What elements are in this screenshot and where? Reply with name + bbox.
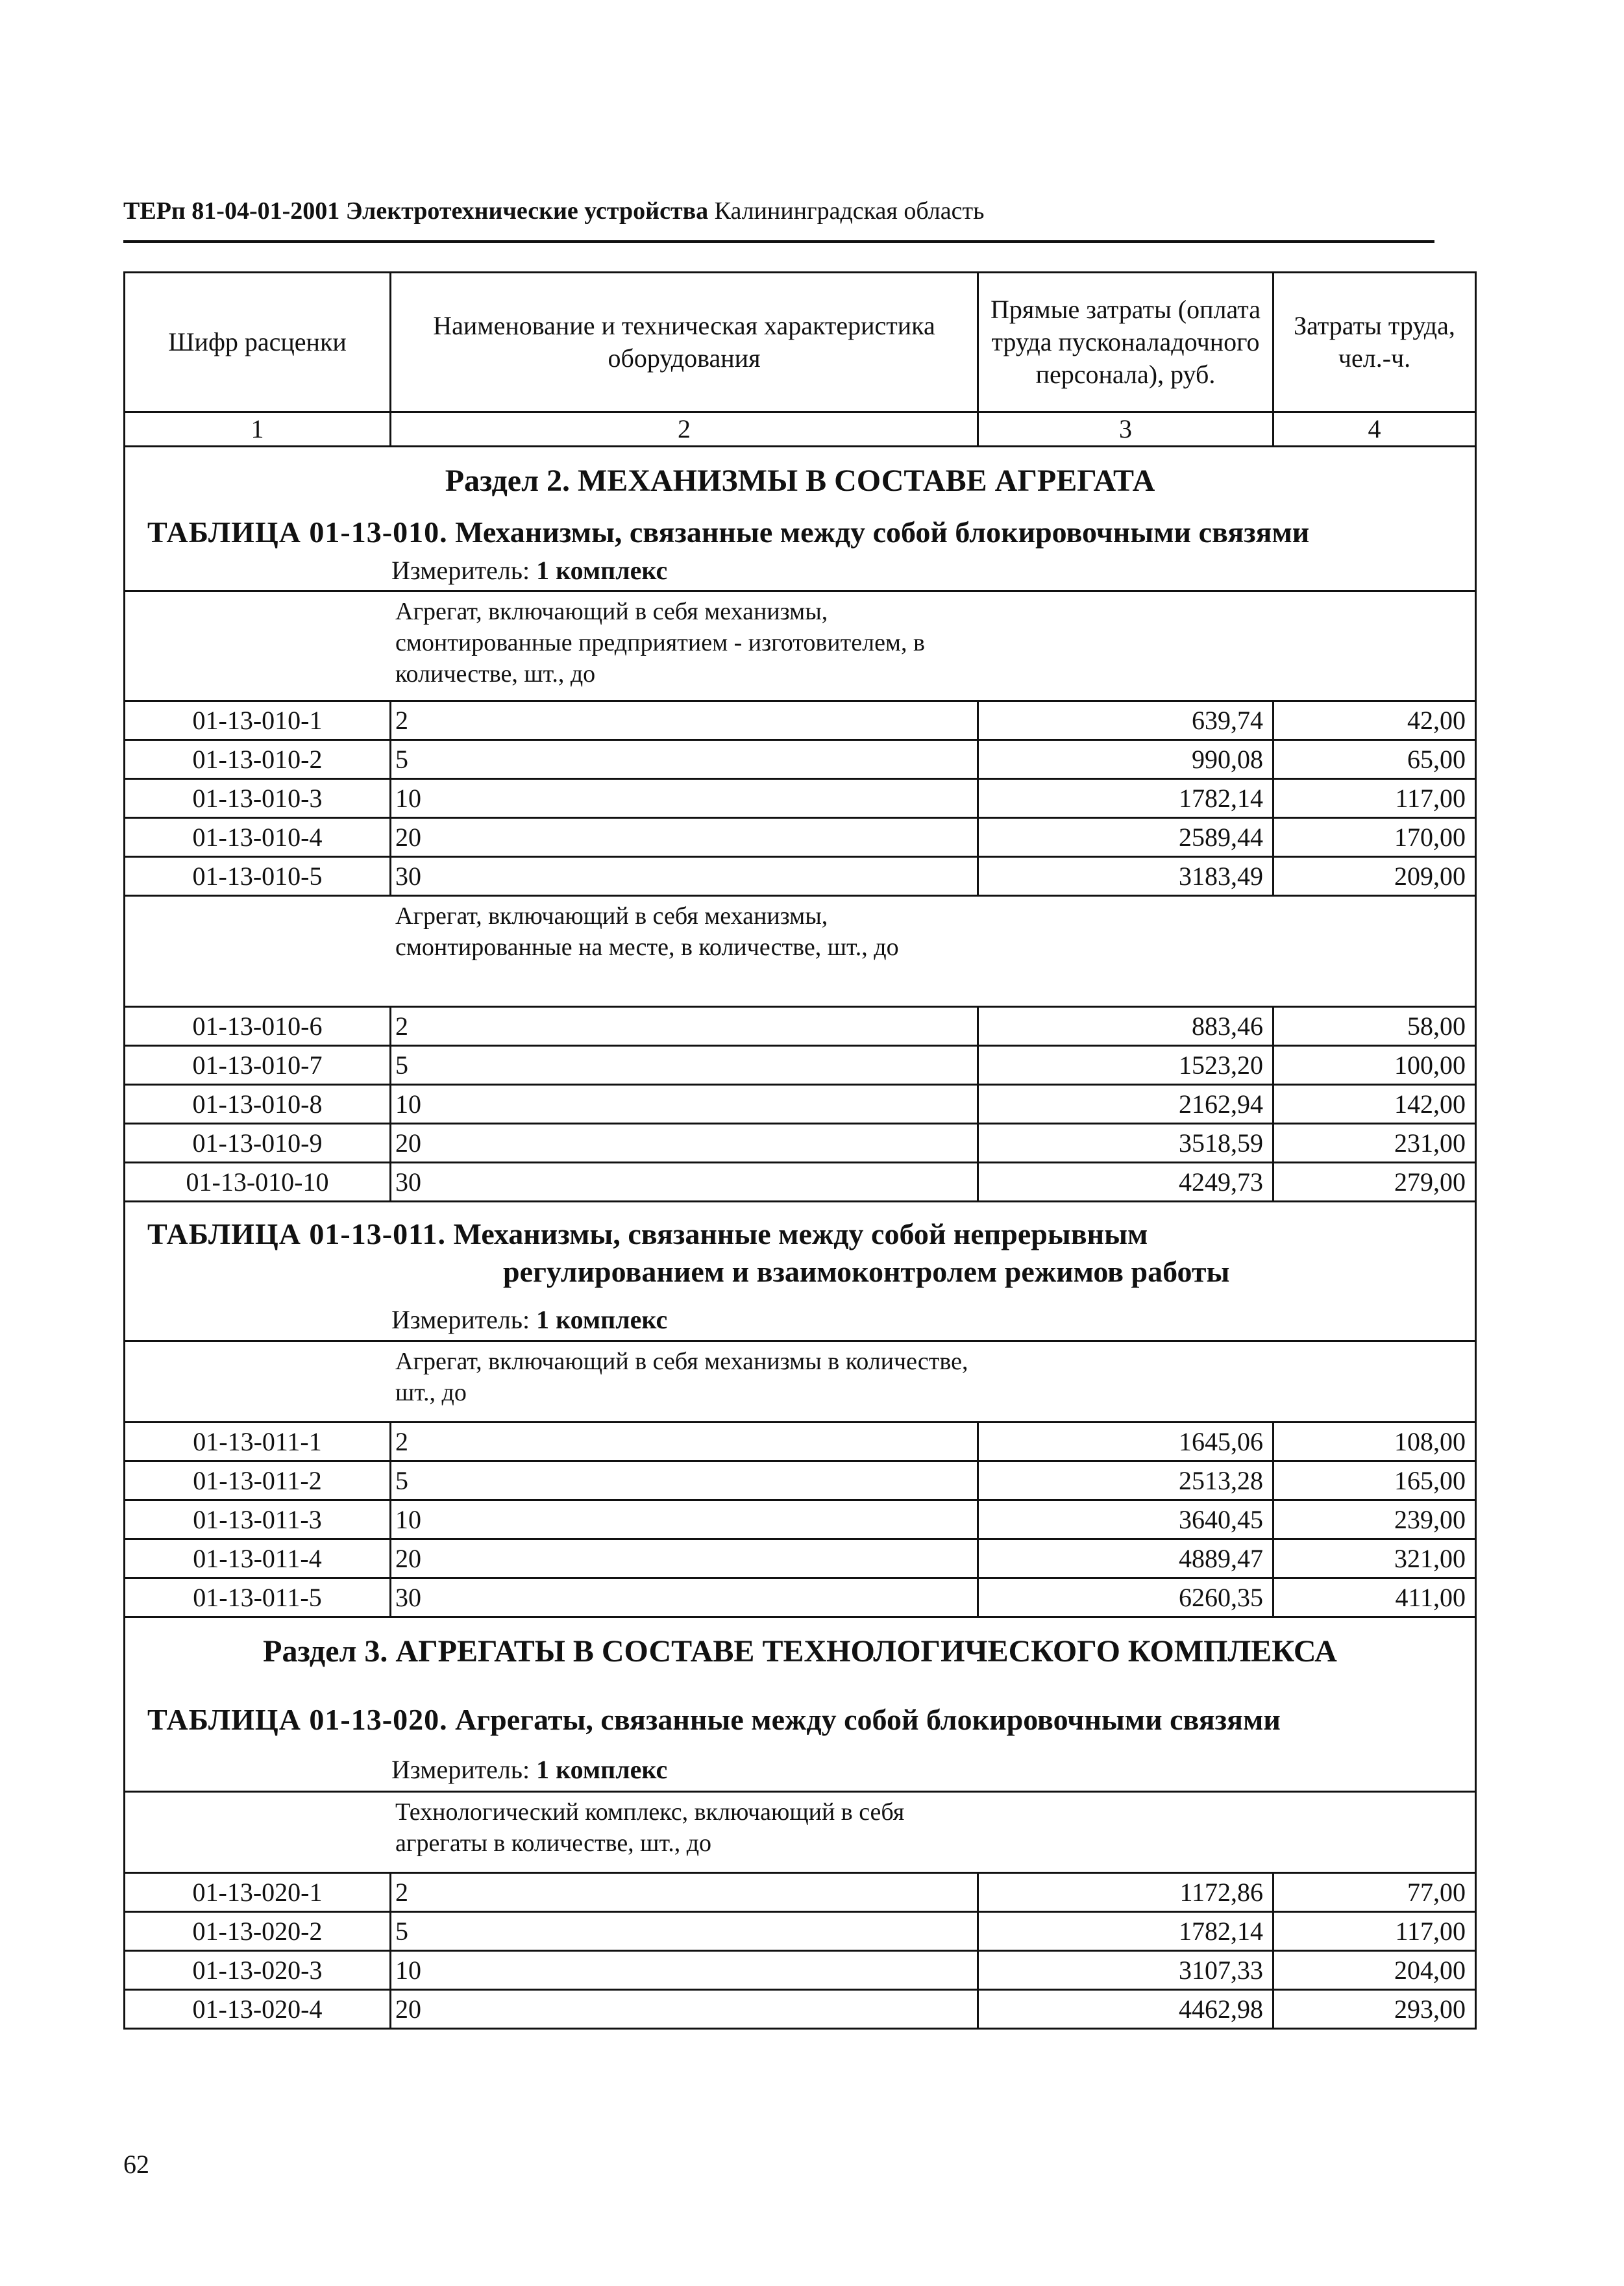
rate-quantity: 10: [391, 1085, 978, 1124]
measure-label: Измеритель:: [391, 556, 530, 585]
rate-cost: 4889,47: [978, 1539, 1273, 1578]
table-row: [125, 701, 1476, 740]
measure-row: [125, 551, 1476, 591]
table-row: [125, 740, 1476, 779]
table-row: [125, 1461, 1476, 1500]
table-title-cell: [125, 1202, 1476, 1291]
rate-quantity: 10: [391, 1500, 978, 1539]
rate-cost: 1523,20: [978, 1046, 1273, 1085]
rate-cost: 6260,35: [978, 1578, 1273, 1617]
rate-cost: 883,46: [978, 1007, 1273, 1046]
table-name: Механизмы, связанные между собой блокировочными связями: [455, 516, 1310, 549]
table-title: [125, 1215, 1475, 1291]
rate-code: 01-13-020-3: [125, 1951, 391, 1990]
section-title-row: [125, 1617, 1476, 1739]
rate-code: 01-13-011-5: [125, 1578, 391, 1617]
rate-labor: 42,00: [1273, 701, 1476, 740]
rate-labor: 231,00: [1273, 1124, 1476, 1163]
table-title: [125, 1701, 1475, 1739]
table-row: [125, 1500, 1476, 1539]
measure-label: Измеритель:: [391, 1305, 530, 1334]
column-number-row: [125, 412, 1476, 447]
table-row: [125, 1578, 1476, 1617]
rate-code: 01-13-010-6: [125, 1007, 391, 1046]
rate-cost: 2513,28: [978, 1461, 1273, 1500]
rate-code: 01-13-020-2: [125, 1912, 391, 1951]
rate-quantity: 30: [391, 1578, 978, 1617]
section-title: Раздел 2. МЕХАНИЗМЫ В СОСТАВЕ АГРЕГАТА: [445, 464, 1155, 498]
column-number: 4: [1273, 412, 1476, 447]
measure-value: 1 комплекс: [536, 556, 668, 585]
rate-code: 01-13-011-1: [125, 1423, 391, 1461]
rate-code: 01-13-010-2: [125, 740, 391, 779]
rate-cost: 1172,86: [978, 1873, 1273, 1912]
document-subject: Электротехнические устройства: [345, 197, 709, 225]
rate-code: 01-13-011-3: [125, 1500, 391, 1539]
rate-labor: 279,00: [1273, 1163, 1476, 1202]
rate-quantity: 20: [391, 1539, 978, 1578]
rate-quantity: 30: [391, 1163, 978, 1202]
rate-labor: 65,00: [1273, 740, 1476, 779]
measure-value: 1 комплекс: [536, 1755, 668, 1784]
group-description: Агрегат, включающий в себя механизмы, смонтированные на месте, в количестве, шт., до: [395, 902, 899, 961]
table-label: ТАБЛИЦА 01-13-010.: [147, 516, 448, 549]
section-title-row: [125, 447, 1476, 552]
column-number: 1: [125, 412, 391, 447]
measure-value: 1 комплекс: [536, 1305, 668, 1334]
table-row: [125, 1163, 1476, 1202]
rate-cost: 990,08: [978, 740, 1273, 779]
table-name: Механизмы, связанные между собой непрерывным: [453, 1217, 1148, 1250]
rate-labor: 58,00: [1273, 1007, 1476, 1046]
table-row: [125, 857, 1476, 896]
table-row: [125, 1990, 1476, 2029]
rate-labor: 165,00: [1273, 1461, 1476, 1500]
rate-cost: 3183,49: [978, 857, 1273, 896]
rate-quantity: 10: [391, 779, 978, 818]
measure-cell: [125, 1291, 1476, 1341]
rate-quantity: 2: [391, 701, 978, 740]
rate-code: 01-13-010-8: [125, 1085, 391, 1124]
group-description-cell: [125, 1341, 1476, 1423]
measure-cell: [125, 1739, 1476, 1792]
table-title: [125, 514, 1475, 551]
rate-code: 01-13-011-4: [125, 1539, 391, 1578]
column-header-labor: Затраты труда, чел.-ч.: [1273, 273, 1476, 412]
rate-code: 01-13-010-4: [125, 818, 391, 857]
rate-labor: 77,00: [1273, 1873, 1476, 1912]
rate-labor: 117,00: [1273, 779, 1476, 818]
group-description-row: [125, 1341, 1476, 1423]
table-row: [125, 779, 1476, 818]
group-description-cell: [125, 1792, 1476, 1873]
measure-row: [125, 1739, 1476, 1792]
rate-quantity: 30: [391, 857, 978, 896]
rate-code: 01-13-010-3: [125, 779, 391, 818]
rate-quantity: 5: [391, 740, 978, 779]
rate-code: 01-13-020-1: [125, 1873, 391, 1912]
rate-labor: 209,00: [1273, 857, 1476, 896]
rate-labor: 142,00: [1273, 1085, 1476, 1124]
rate-labor: 170,00: [1273, 818, 1476, 857]
measure-cell: [125, 551, 1476, 591]
table-row: [125, 1007, 1476, 1046]
table-row: [125, 1951, 1476, 1990]
table-row: [125, 1912, 1476, 1951]
price-table: [123, 271, 1477, 2030]
table-row: [125, 1539, 1476, 1578]
rate-cost: 1645,06: [978, 1423, 1273, 1461]
rate-quantity: 2: [391, 1007, 978, 1046]
header-rule: [123, 240, 1434, 243]
rate-code: 01-13-010-1: [125, 701, 391, 740]
group-description-cell: [125, 591, 1476, 701]
group-description-row: [125, 591, 1476, 701]
page-number: 62: [123, 2150, 149, 2179]
rate-quantity: 10: [391, 1951, 978, 1990]
table-row: [125, 1085, 1476, 1124]
rate-quantity: 20: [391, 818, 978, 857]
column-number: 3: [978, 412, 1273, 447]
document-code: ТЕРп 81-04-01-2001: [123, 197, 340, 225]
group-description: Агрегат, включающий в себя механизмы в количестве, шт., до: [395, 1348, 968, 1406]
measure-row: [125, 1291, 1476, 1341]
rate-cost: 3107,33: [978, 1951, 1273, 1990]
rate-code: 01-13-010-7: [125, 1046, 391, 1085]
table-row: [125, 1124, 1476, 1163]
group-description: Технологический комплекс, включающий в себя агрегаты в количестве, шт., до: [395, 1798, 905, 1857]
rate-cost: 1782,14: [978, 779, 1273, 818]
rate-code: 01-13-010-9: [125, 1124, 391, 1163]
group-description-row: [125, 896, 1476, 1007]
measure: [125, 1741, 1475, 1789]
measure-label: Измеритель:: [391, 1755, 530, 1784]
table-title-row: [125, 1202, 1476, 1291]
rate-cost: 4249,73: [978, 1163, 1273, 1202]
rate-cost: 4462,98: [978, 1990, 1273, 2029]
rate-labor: 204,00: [1273, 1951, 1476, 1990]
table-row: [125, 1873, 1476, 1912]
rate-code: 01-13-020-4: [125, 1990, 391, 2029]
column-header-name: Наименование и техническая характеристика оборудования: [391, 273, 978, 412]
rate-labor: 100,00: [1273, 1046, 1476, 1085]
table-label: ТАБЛИЦА 01-13-011.: [147, 1217, 447, 1250]
document-region: Калининградская область: [714, 197, 985, 225]
column-header-row: [125, 273, 1476, 412]
rate-cost: 2162,94: [978, 1085, 1273, 1124]
rate-cost: 1782,14: [978, 1912, 1273, 1951]
column-number: 2: [391, 412, 978, 447]
rate-quantity: 5: [391, 1912, 978, 1951]
rate-labor: 117,00: [1273, 1912, 1476, 1951]
rate-cost: 3640,45: [978, 1500, 1273, 1539]
section-title-cell: [125, 447, 1476, 552]
section-title: Раздел 3. АГРЕГАТЫ В СОСТАВЕ ТЕХНОЛОГИЧЕСКОГО КОМПЛЕКСА: [263, 1634, 1337, 1669]
rate-labor: 108,00: [1273, 1423, 1476, 1461]
rate-quantity: 2: [391, 1873, 978, 1912]
rate-code: 01-13-010-5: [125, 857, 391, 896]
table-label: ТАБЛИЦА 01-13-020.: [147, 1703, 448, 1736]
column-header-cost: Прямые затраты (оплата труда пусконаладочного персонала), руб.: [978, 273, 1273, 412]
group-description: Агрегат, включающий в себя механизмы, смонтированные предприятием - изготовителем, в количестве, шт., до: [395, 598, 925, 688]
rate-quantity: 2: [391, 1423, 978, 1461]
group-description-cell: [125, 896, 1476, 1007]
table-row: [125, 818, 1476, 857]
measure: [125, 1292, 1475, 1339]
table-name-continued: регулированием и взаимоконтролем режимов работы: [503, 1255, 1230, 1288]
rate-quantity: 5: [391, 1046, 978, 1085]
group-description-row: [125, 1792, 1476, 1873]
section-title-cell: [125, 1617, 1476, 1739]
measure: [125, 552, 1475, 590]
rate-quantity: 5: [391, 1461, 978, 1500]
table-name: Агрегаты, связанные между собой блокировочными связями: [455, 1703, 1281, 1736]
rate-labor: 321,00: [1273, 1539, 1476, 1578]
rate-labor: 239,00: [1273, 1500, 1476, 1539]
rate-cost: 3518,59: [978, 1124, 1273, 1163]
rate-code: 01-13-010-10: [125, 1163, 391, 1202]
rate-cost: 639,74: [978, 701, 1273, 740]
rate-quantity: 20: [391, 1990, 978, 2029]
column-header-code: Шифр расценки: [125, 273, 391, 412]
rate-labor: 411,00: [1273, 1578, 1476, 1617]
rate-cost: 2589,44: [978, 818, 1273, 857]
rate-labor: 293,00: [1273, 1990, 1476, 2029]
rate-quantity: 20: [391, 1124, 978, 1163]
page-header: [123, 195, 1434, 227]
table-row: [125, 1423, 1476, 1461]
rate-code: 01-13-011-2: [125, 1461, 391, 1500]
table-row: [125, 1046, 1476, 1085]
